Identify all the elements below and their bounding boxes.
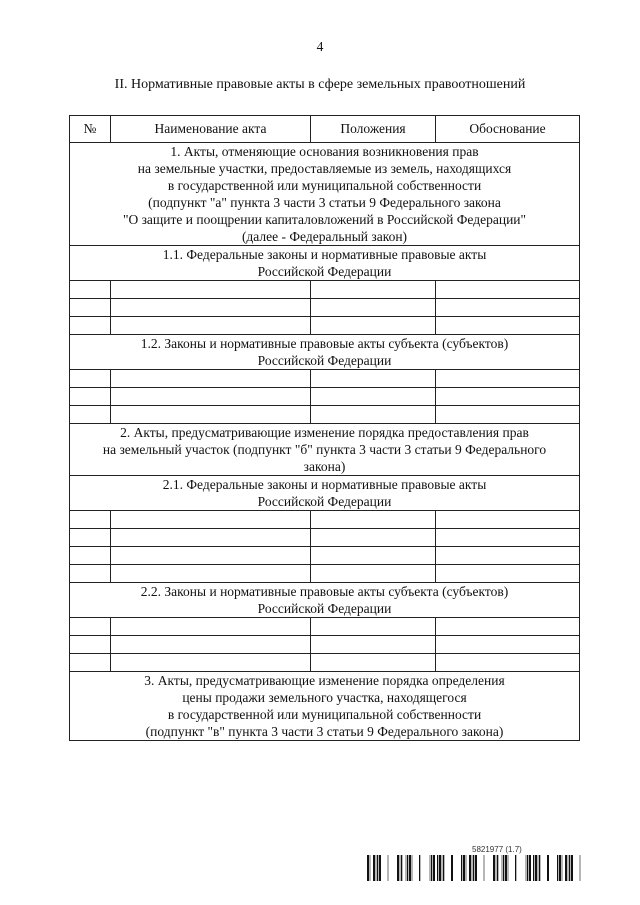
barcode-bar	[569, 855, 570, 881]
table-row	[70, 654, 580, 672]
cell-number	[70, 317, 111, 335]
cell-provisions	[311, 565, 436, 583]
table-body	[70, 143, 580, 741]
table-row	[70, 281, 580, 299]
cell-provisions	[311, 299, 436, 317]
cell-justification	[436, 654, 580, 672]
table-row	[70, 511, 580, 529]
barcode-bar	[419, 855, 420, 881]
cell-justification	[436, 317, 580, 335]
section-heading-row	[70, 424, 580, 476]
cell-number	[70, 370, 111, 388]
cell-justification	[436, 547, 580, 565]
table-row	[70, 618, 580, 636]
cell-justification	[436, 406, 580, 424]
section-heading: 3. Акты, предусматривающие изменение порядка определения цены продажи земельного участка, находящегося в государственной или муниципальной собственности (подпункт "в" пункта 3 части 3 статьи 9 Федерального закона)	[70, 672, 580, 741]
barcode-bar	[472, 855, 473, 881]
cell-justification	[436, 529, 580, 547]
barcode-bar	[502, 855, 503, 881]
table-row	[70, 547, 580, 565]
cell-number	[70, 529, 111, 547]
barcode-bar	[463, 855, 465, 881]
barcode-bar	[379, 855, 381, 881]
table-row	[70, 370, 580, 388]
legal-acts-table	[69, 115, 580, 741]
barcode-bar	[493, 855, 495, 881]
cell-act-name	[111, 618, 311, 636]
subsection-heading-row	[70, 335, 580, 370]
cell-justification	[436, 618, 580, 636]
subsection-heading-row	[70, 583, 580, 618]
cell-number	[70, 299, 111, 317]
barcode-bar	[443, 855, 444, 881]
column-header-provisions: Положения	[311, 116, 436, 143]
barcode-bar	[407, 855, 408, 881]
barcode-bar	[529, 855, 531, 881]
table-row	[70, 299, 580, 317]
cell-number	[70, 565, 111, 583]
barcode-bar	[442, 855, 443, 881]
cell-number	[70, 388, 111, 406]
cell-justification	[436, 388, 580, 406]
barcode-bar	[397, 855, 399, 881]
barcode-bar	[431, 855, 432, 881]
cell-number	[70, 406, 111, 424]
cell-justification	[436, 299, 580, 317]
cell-act-name	[111, 370, 311, 388]
cell-act-name	[111, 636, 311, 654]
section-heading: 2. Акты, предусматривающие изменение порядка предоставления прав на земельный участок (подпункт "б" пункта 3 части 3 статьи 9 Федерального закона)	[70, 424, 580, 476]
barcode-bar	[497, 855, 498, 881]
barcode-bar	[484, 855, 485, 881]
barcode-bar	[439, 855, 441, 881]
subsection-heading-row	[70, 476, 580, 511]
table-row	[70, 406, 580, 424]
barcode-bar	[568, 855, 569, 881]
cell-justification	[436, 511, 580, 529]
column-header-number: №	[70, 116, 111, 143]
cell-number	[70, 547, 111, 565]
section-title: II. Нормативные правовые акты в сфере земельных правоотношений	[114, 77, 526, 92]
cell-act-name	[111, 388, 311, 406]
barcode-bar	[496, 855, 497, 881]
cell-number	[70, 654, 111, 672]
cell-number	[70, 618, 111, 636]
subsection-heading: 2.1. Федеральные законы и нормативные правовые акты Российской Федерации	[70, 476, 580, 511]
barcode-bar	[376, 855, 377, 881]
barcode-bar	[430, 855, 431, 881]
barcode-bar	[571, 855, 573, 881]
barcode-bar	[547, 855, 549, 881]
cell-provisions	[311, 636, 436, 654]
subsection-heading-row	[70, 246, 580, 281]
cell-provisions	[311, 618, 436, 636]
cell-act-name	[111, 299, 311, 317]
cell-act-name	[111, 565, 311, 583]
barcode-bar	[406, 855, 407, 881]
barcode-bar	[473, 855, 474, 881]
cell-justification	[436, 370, 580, 388]
barcode-bar	[559, 855, 561, 881]
cell-act-name	[111, 281, 311, 299]
cell-provisions	[311, 406, 436, 424]
subsection-heading: 2.2. Законы и нормативные правовые акты субъекта (субъектов) Российской Федерации	[70, 583, 580, 618]
cell-justification	[436, 636, 580, 654]
section-heading: 1. Акты, отменяющие основания возникновения прав на земельные участки, предоставляемые из земель, находящихся в государственной или муниципальной собственности (подпункт "а" пункта 3 части 3 статьи 9 Федерального закона "О защите и поощрении капиталовложений в Российской Федерации" (далее - Федеральный закон)	[70, 143, 580, 246]
cell-number	[70, 636, 111, 654]
barcode-bar	[533, 855, 534, 881]
barcode-bar	[437, 855, 438, 881]
barcode-bar	[469, 855, 471, 881]
cell-number	[70, 511, 111, 529]
cell-provisions	[311, 511, 436, 529]
barcode-bar	[557, 855, 558, 881]
cell-provisions	[311, 317, 436, 335]
subsection-heading: 1.2. Законы и нормативные правовые акты субъекта (субъектов) Российской Федерации	[70, 335, 580, 370]
table-row	[70, 636, 580, 654]
barcode-bar	[475, 855, 477, 881]
barcode-bar	[466, 855, 467, 881]
table-row	[70, 317, 580, 335]
column-header-justification: Обоснование	[436, 116, 580, 143]
page-number: 4	[316, 39, 324, 54]
barcode-bar	[515, 855, 516, 881]
barcode-bar	[505, 855, 507, 881]
cell-provisions	[311, 281, 436, 299]
barcode-bar	[535, 855, 537, 881]
barcode-bar	[565, 855, 567, 881]
cell-number	[70, 281, 111, 299]
barcode-code: 5821977 (1.7)	[472, 845, 522, 854]
barcode-bar	[451, 855, 453, 881]
barcode-bar	[388, 855, 389, 881]
barcode-bar	[412, 855, 413, 881]
cell-provisions	[311, 370, 436, 388]
barcode-bar	[580, 855, 581, 881]
barcode	[367, 855, 586, 881]
cell-provisions	[311, 529, 436, 547]
barcode-bar	[526, 855, 527, 881]
table-row	[70, 529, 580, 547]
barcode-bar	[373, 855, 375, 881]
table-header-row	[70, 116, 580, 143]
column-header-act-name: Наименование акта	[111, 116, 311, 143]
cell-act-name	[111, 406, 311, 424]
cell-provisions	[311, 547, 436, 565]
barcode-bar	[508, 855, 509, 881]
barcode-bar	[538, 855, 539, 881]
barcode-bar	[503, 855, 504, 881]
barcode-bar	[400, 855, 401, 881]
table-row	[70, 388, 580, 406]
barcode-bar	[377, 855, 378, 881]
barcode-bar	[370, 855, 371, 881]
cell-provisions	[311, 654, 436, 672]
barcode-bar	[461, 855, 462, 881]
barcode-bar	[409, 855, 411, 881]
cell-act-name	[111, 529, 311, 547]
barcode-bar	[367, 855, 369, 881]
barcode-bar	[562, 855, 563, 881]
cell-justification	[436, 281, 580, 299]
section-heading-row	[70, 143, 580, 246]
cell-justification	[436, 565, 580, 583]
barcode-bar	[539, 855, 540, 881]
cell-provisions	[311, 388, 436, 406]
section-heading-row	[70, 672, 580, 741]
cell-act-name	[111, 547, 311, 565]
table-row	[70, 565, 580, 583]
barcode-bar	[401, 855, 402, 881]
cell-act-name	[111, 511, 311, 529]
cell-act-name	[111, 654, 311, 672]
subsection-heading: 1.1. Федеральные законы и нормативные правовые акты Российской Федерации	[70, 246, 580, 281]
cell-act-name	[111, 317, 311, 335]
barcode-bar	[433, 855, 435, 881]
barcode-bar	[527, 855, 528, 881]
